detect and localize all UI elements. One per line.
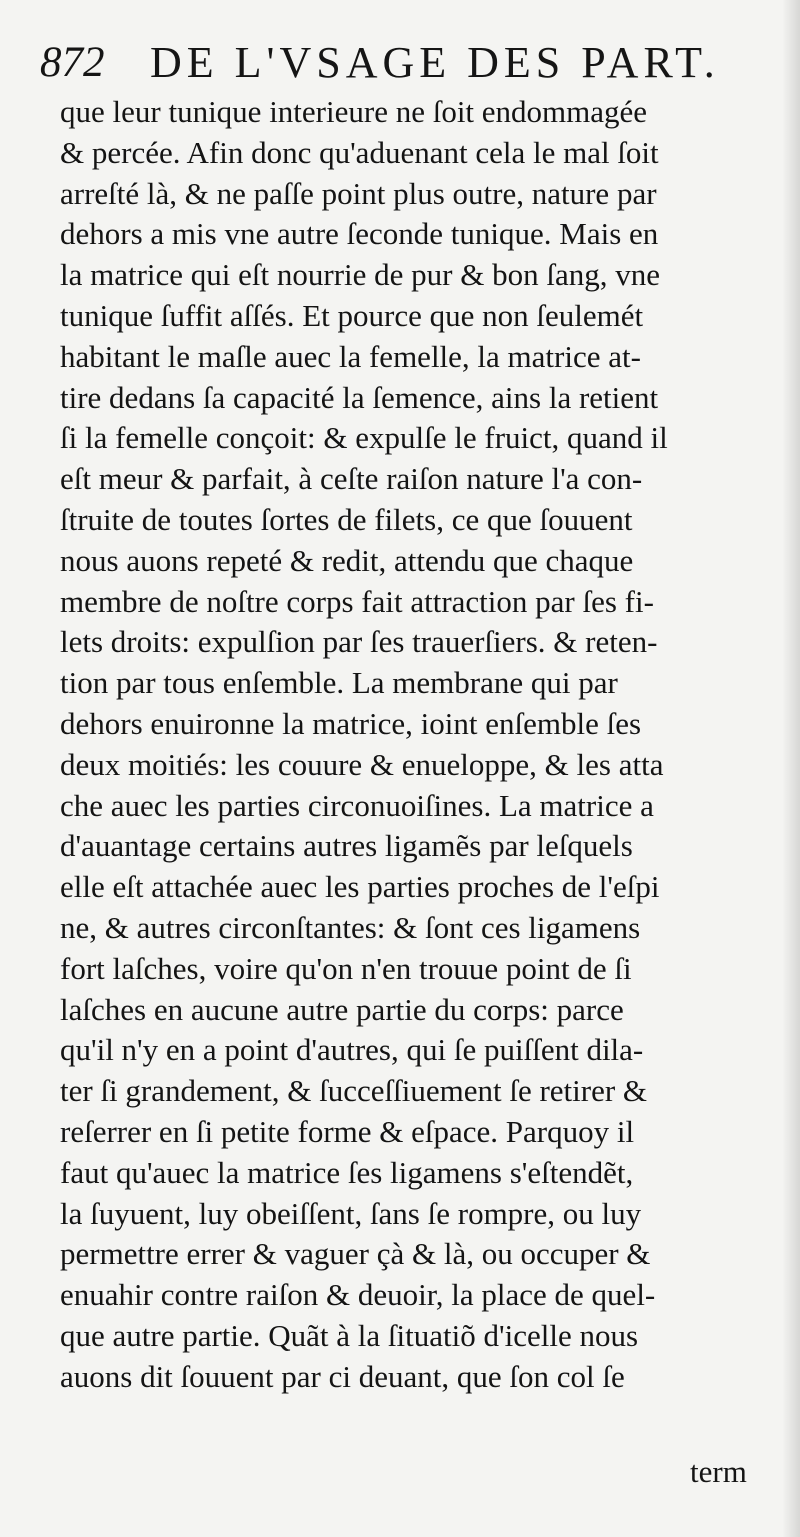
text-line: eſt meur & parfait, à ceſte raiſon nature l'a con-	[60, 461, 643, 497]
text-line: permettre errer & vaguer çà & là, ou occuper &	[60, 1236, 651, 1272]
text-line: faut qu'auec la matrice ſes ligamens s'eſtendẽt,	[60, 1154, 634, 1190]
text-line: reſerrer en ſi petite forme & eſpace. Parquoy il	[60, 1113, 635, 1149]
text-line: habitant le maſle auec la femelle, la matrice at-	[60, 338, 641, 374]
text-line: lets droits: expulſion par ſes trauerſiers. & reten-	[60, 624, 658, 660]
text-line: tire dedans ſa capacité la ſemence, ains la retient	[60, 379, 659, 415]
text-line: auons dit ſouuent par ci deuant, que ſon col ſe	[60, 1358, 625, 1394]
text-line: que leur tunique interieure ne ſoit endommagée	[60, 94, 648, 129]
text-line: elle eſt attachée auec les parties proches de l'eſpi	[60, 869, 660, 905]
page-number: 872	[40, 39, 105, 86]
catchword: term	[690, 1454, 747, 1489]
page-header	[40, 34, 740, 92]
text-line: che auec les parties circonuoiſines. La matrice a	[60, 787, 654, 823]
text-line: ne, & autres circonſtantes: & ſont ces ligamens	[60, 909, 641, 945]
text-line: qu'il n'y en a point d'autres, qui ſe puiſſent dila-	[60, 1032, 644, 1068]
text-line: enuahir contre raiſon & deuoir, la place de quel-	[60, 1277, 656, 1313]
text-line: fort laſches, voire qu'on n'en trouue point de ſi	[60, 950, 632, 986]
text-line: tunique ſuffit aſſés. Et pource que non ſeulemét	[60, 297, 644, 333]
text-line: ſtruite de toutes ſortes de filets, ce que ſouuent	[60, 501, 633, 537]
text-line: la matrice qui eſt nourrie de pur & bon ſang, vne	[60, 257, 661, 293]
body-text	[60, 92, 770, 1398]
text-line: deux moitiés: les couure & enueloppe, & les atta	[60, 746, 664, 782]
text-line: tion par tous enſemble. La membrane qui par	[60, 665, 618, 701]
text-line: que autre partie. Quãt à la ſituatiõ d'icelle nous	[60, 1317, 639, 1353]
text-line: d'auantage certains autres ligamẽs par leſquels	[60, 828, 633, 864]
running-title: DE L'VSAGE DES PART.	[150, 38, 720, 87]
text-line: ter ſi grandement, & ſucceſſiuement ſe retirer &	[60, 1073, 648, 1109]
text-line: dehors enuironne la matrice, ioint enſemble ſes	[60, 705, 642, 741]
text-line: laſches en aucune autre partie du corps: parce	[60, 991, 624, 1027]
text-line: membre de noſtre corps fait attraction par ſes fi-	[60, 583, 654, 619]
text-line: la ſuyuent, luy obeiſſent, ſans ſe rompre, ou luy	[60, 1195, 642, 1231]
text-line: & percée. Afin donc qu'aduenant cela le mal ſoit	[60, 134, 659, 170]
text-line: arreſté là, & ne paſſe point plus outre, nature par	[60, 175, 657, 211]
text-line: ſi la femelle conçoit: & expulſe le fruict, quand il	[60, 420, 668, 456]
text-line: dehors a mis vne autre ſeconde tunique. Mais en	[60, 216, 659, 252]
text-line: nous auons repeté & redit, attendu que chaque	[60, 542, 634, 578]
